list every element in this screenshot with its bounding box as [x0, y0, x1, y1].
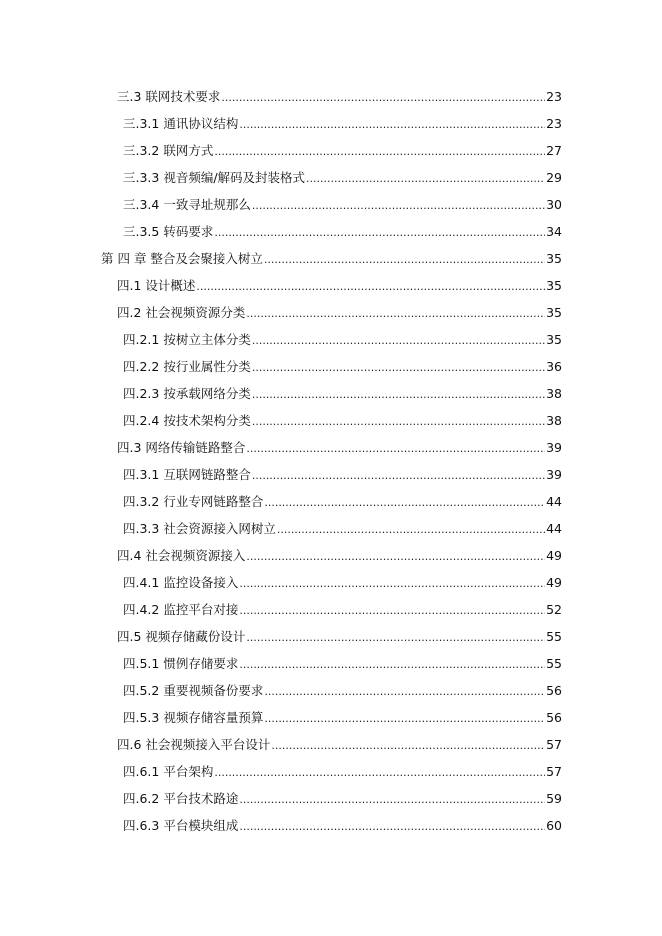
toc-dot-leader	[239, 815, 545, 838]
toc-entry-page: 38	[546, 413, 562, 428]
toc-dot-leader	[221, 86, 545, 109]
toc-entry-page: 30	[546, 197, 562, 212]
toc-entry[interactable]	[0, 113, 662, 140]
toc-entry[interactable]	[0, 329, 662, 356]
toc-entry-title: 四.5.1 惯例存储要求	[123, 653, 238, 675]
toc-entry-title: 四.3.3 社会资源接入网树立	[123, 518, 276, 540]
toc-entry-page: 39	[546, 467, 562, 482]
toc-entry-title: 四.5.2 重要视频备份要求	[123, 680, 263, 702]
toc-dot-leader	[252, 410, 545, 433]
toc-entry-title: 四.2.4 按技术架构分类	[123, 410, 251, 432]
toc-entry[interactable]	[0, 464, 662, 491]
toc-entry-title: 四.4.1 监控设备接入	[123, 572, 238, 594]
toc-entry-page: 34	[546, 224, 562, 239]
toc-entry[interactable]	[0, 572, 662, 599]
toc-dot-leader	[252, 464, 545, 487]
toc-dot-leader	[246, 302, 545, 325]
toc-dot-leader	[264, 707, 545, 730]
toc-entry[interactable]	[0, 194, 662, 221]
toc-entry-title: 四.6.2 平台技术路途	[123, 788, 238, 810]
toc-entry-title: 四.2 社会视频资源分类	[117, 302, 245, 324]
toc-dot-leader	[264, 248, 545, 271]
toc-dot-leader	[214, 140, 545, 163]
toc-entry[interactable]	[0, 437, 662, 464]
toc-entry-page: 55	[546, 629, 562, 644]
toc-entry-title: 四.2.1 按树立主体分类	[123, 329, 251, 351]
toc-entry-title: 四.4 社会视频资源接入	[117, 545, 245, 567]
toc-entry[interactable]	[0, 518, 662, 545]
toc-entry-title: 四.3 网络传输链路整合	[117, 437, 245, 459]
toc-dot-leader	[252, 356, 545, 379]
toc-dot-leader	[214, 221, 545, 244]
toc-entry-title: 三.3.4 一致寻址规那么	[123, 194, 251, 216]
toc-entry-title: 四.3.1 互联网链路整合	[123, 464, 251, 486]
toc-entry-title: 四.6.1 平台架构	[123, 761, 213, 783]
toc-entry[interactable]	[0, 545, 662, 572]
toc-entry[interactable]	[0, 653, 662, 680]
toc-entry[interactable]	[0, 680, 662, 707]
toc-entry-page: 57	[546, 764, 562, 779]
toc-dot-leader	[277, 518, 545, 541]
toc-dot-leader	[239, 572, 545, 595]
toc-entry-page: 49	[546, 575, 562, 590]
toc-entry-page: 57	[546, 737, 562, 752]
toc-entry-page: 39	[546, 440, 562, 455]
toc-entry-page: 44	[546, 521, 562, 536]
toc-entry-page: 56	[546, 683, 562, 698]
toc-entry-page: 38	[546, 386, 562, 401]
toc-entry-title: 第 四 章 整合及会聚接入树立	[101, 248, 263, 270]
toc-entry-title: 四.1 设计概述	[117, 275, 195, 297]
toc-entry-title: 三.3.5 转码要求	[123, 221, 213, 243]
toc-dot-leader	[246, 626, 545, 649]
toc-entry-title: 四.6 社会视频接入平台设计	[117, 734, 270, 756]
toc-entry[interactable]	[0, 761, 662, 788]
toc-entry[interactable]	[0, 815, 662, 842]
toc-dot-leader	[196, 275, 545, 298]
toc-entry-page: 35	[546, 278, 562, 293]
toc-entry-title: 三.3 联网技术要求	[117, 86, 220, 108]
toc-dot-leader	[246, 437, 545, 460]
toc-entry-title: 四.2.2 按行业属性分类	[123, 356, 251, 378]
toc-entry-title: 四.3.2 行业专网链路整合	[123, 491, 263, 513]
toc-entry-page: 52	[546, 602, 562, 617]
toc-dot-leader	[252, 194, 545, 217]
toc-dot-leader	[252, 329, 545, 352]
toc-entry[interactable]	[0, 302, 662, 329]
toc-entry-page: 23	[546, 89, 562, 104]
toc-entry-title: 四.2.3 按承载网络分类	[123, 383, 251, 405]
toc-entry-page: 35	[546, 305, 562, 320]
toc-entry-page: 27	[546, 143, 562, 158]
toc-entry[interactable]	[0, 221, 662, 248]
toc-entry-title: 四.5.3 视频存储容量预算	[123, 707, 263, 729]
toc-dot-leader	[306, 167, 545, 190]
toc-entry-title: 三.3.3 视音频编/解码及封装格式	[123, 167, 305, 189]
toc-entry-page: 35	[546, 332, 562, 347]
toc-entry-title: 四.5 视频存储藏份设计	[117, 626, 245, 648]
toc-entry-title: 三.3.2 联网方式	[123, 140, 213, 162]
toc-entry-title: 三.3.1 通讯协议结构	[123, 113, 238, 135]
toc-entry-page: 55	[546, 656, 562, 671]
toc-entry-page: 36	[546, 359, 562, 374]
toc-entry[interactable]	[0, 626, 662, 653]
toc-entry-page: 44	[546, 494, 562, 509]
toc-entry[interactable]	[0, 167, 662, 194]
toc-dot-leader	[239, 653, 545, 676]
toc-entry-page: 29	[546, 170, 562, 185]
toc-entry[interactable]	[0, 275, 662, 302]
toc-entry[interactable]	[0, 599, 662, 626]
toc-entry-title: 四.4.2 监控平台对接	[123, 599, 238, 621]
table-of-contents	[0, 86, 662, 842]
toc-entry-page: 59	[546, 791, 562, 806]
toc-dot-leader	[239, 599, 545, 622]
toc-entry-chapter[interactable]	[0, 248, 662, 275]
toc-entry-page: 23	[546, 116, 562, 131]
toc-dot-leader	[252, 383, 545, 406]
toc-dot-leader	[246, 545, 545, 568]
toc-dot-leader	[214, 761, 545, 784]
toc-entry-page: 56	[546, 710, 562, 725]
toc-dot-leader	[271, 734, 545, 757]
toc-entry[interactable]	[0, 410, 662, 437]
toc-entry[interactable]	[0, 383, 662, 410]
toc-dot-leader	[239, 113, 545, 136]
toc-entry[interactable]	[0, 491, 662, 518]
toc-entry-page: 49	[546, 548, 562, 563]
toc-entry[interactable]	[0, 140, 662, 167]
toc-entry-title: 四.6.3 平台模块组成	[123, 815, 238, 837]
toc-entry[interactable]	[0, 356, 662, 383]
toc-entry[interactable]	[0, 86, 662, 113]
toc-dot-leader	[239, 788, 545, 811]
toc-entry[interactable]	[0, 788, 662, 815]
toc-entry-page: 60	[546, 818, 562, 833]
toc-entry[interactable]	[0, 734, 662, 761]
toc-dot-leader	[264, 491, 545, 514]
toc-dot-leader	[264, 680, 545, 703]
toc-entry[interactable]	[0, 707, 662, 734]
toc-entry-page: 35	[546, 251, 562, 266]
